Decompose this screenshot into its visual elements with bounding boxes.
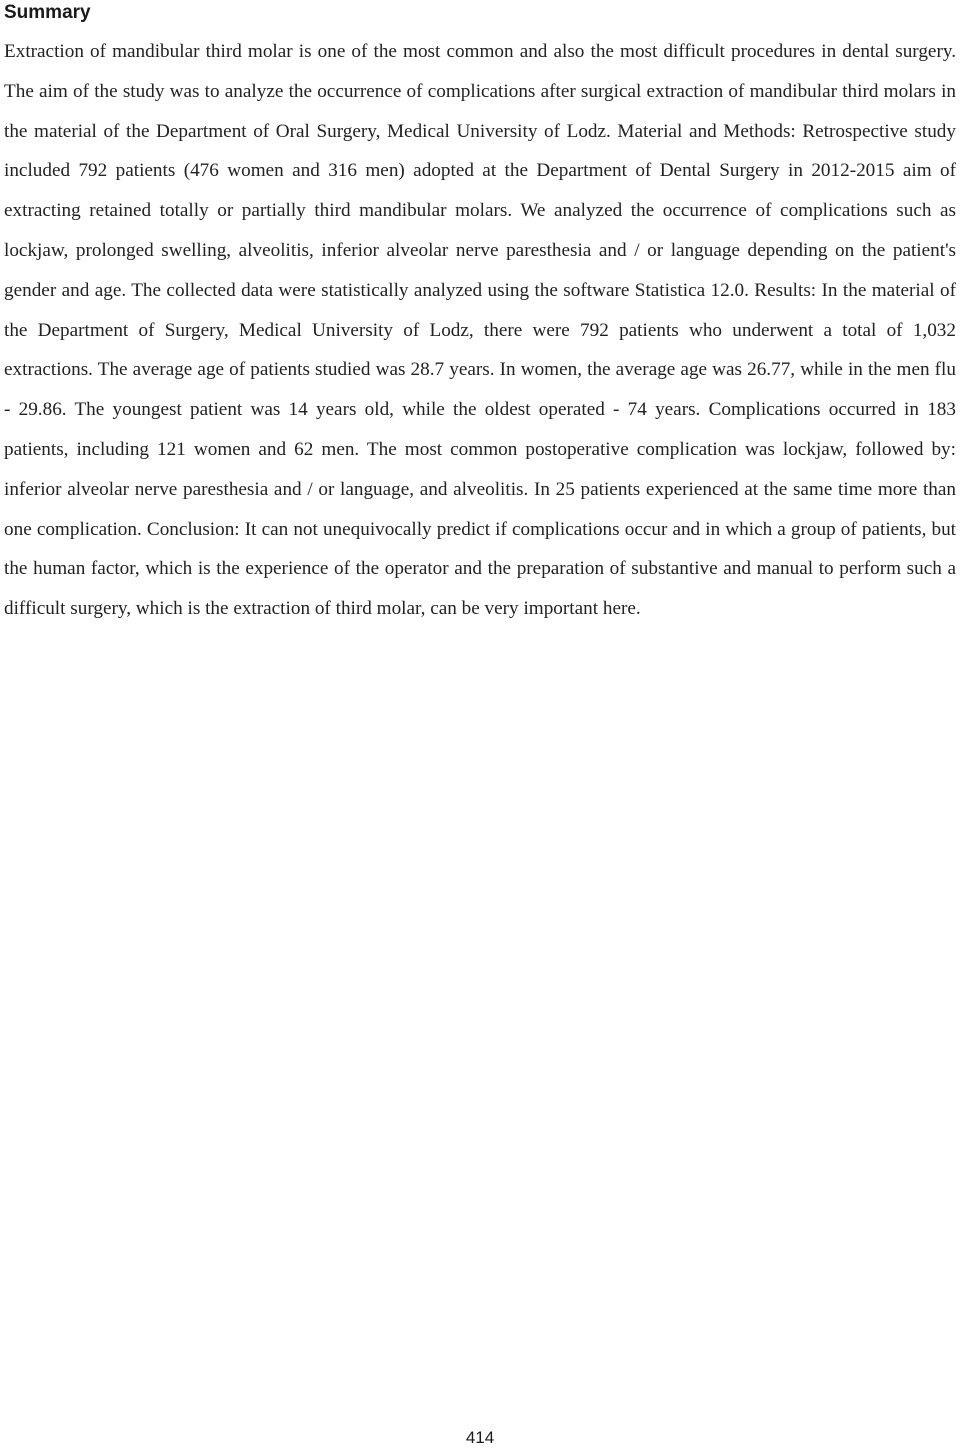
summary-paragraph: Extraction of mandibular third molar is one of the most common and also the most difficult procedures in dental surgery. The aim of the study was to analyze the occurrence of complications after surgical extraction of mandibular third molars in the material of the Department of Oral Surgery, Medical University of Lodz. Material and Methods: Retrospective study included 792 patients (476 women and 316 men) adopted at the Department of Dental Surgery in 2012-2015 aim of extracting retained totally or partially third mandibular molars. We analyzed the occurrence of complications such as lockjaw, prolonged swelling, alveolitis, inferior alveolar nerve paresthesia and / or language depending on the patient's gender and age. The collected data were statistically analyzed using the software Statistica 12.0. Results: In the material of the Department of Surgery, Medical University of Lodz, there were 792 patients who underwent a total of 1,032 extractions. The average age of patients studied was 28.7 years. In women, the average age was 26.77, while in the men flu - 29.86. The youngest patient was 14 years old, while the oldest operated - 74 years. Complications occurred in 183 patients, including 121 women and 62 men. The most common postoperative complication was lockjaw, followed by: inferior alveolar nerve paresthesia and / or language, and alveolitis. In 25 patients experienced at the same time more than one complication. Conclusion: It can not unequivocally predict if complications occur and in which a group of patients, but the human factor, which is the experience of the operator and the preparation of substantive and manual to perform such a difficult surgery, which is the extraction of third molar, can be very important here. [4,41,956,620]
page-number: 414 [465,1428,495,1447]
section-heading: Summary [4,2,91,23]
